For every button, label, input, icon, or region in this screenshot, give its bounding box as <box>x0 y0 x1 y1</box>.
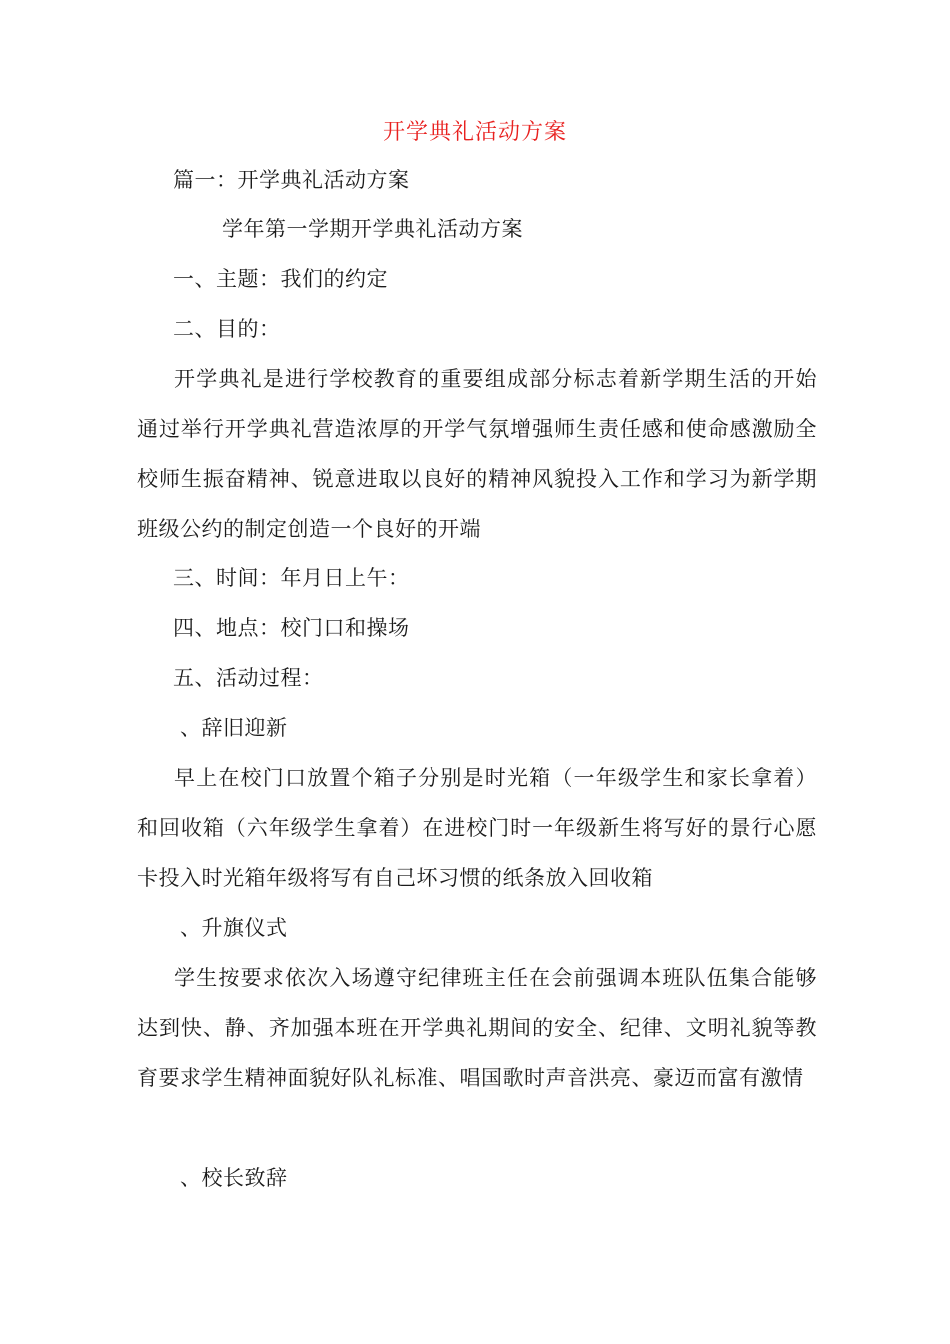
section-time: 三、时间：年月日上午： <box>173 566 410 590</box>
subtitle: 学年第一学期开学典礼活动方案 <box>222 217 523 241</box>
step-heading: 、升旗仪式 <box>180 916 288 940</box>
step-heading: 、校长致辞 <box>180 1166 288 1190</box>
step-heading: 、辞旧迎新 <box>180 716 288 740</box>
document-title: 开学典礼活动方案 <box>382 120 567 145</box>
chapter-heading: 篇一：开学典礼活动方案 <box>173 168 410 192</box>
step-paragraph: 学生按要求依次入场遵守纪律班主任在会前强调本班队伍集合能够达到快、静、齐加强本班在开学典礼期间的安全、纪律、文明礼貌等教育要求学生精神面貌好队礼标准、唱国歌时声音洪亮、豪迈而富有激情 <box>137 966 817 1090</box>
section-process: 五、活动过程： <box>173 666 324 690</box>
section-location: 四、地点：校门口和操场 <box>173 616 410 640</box>
step-paragraph: 早上在校门口放置个箱子分别是时光箱（一年级学生和家长拿着）和回收箱（六年级学生拿着）在进校门时一年级新生将写好的景行心愿卡投入时光箱年级将写有自己坏习惯的纸条放入回收箱 <box>137 766 817 890</box>
section-theme: 一、主题：我们的约定 <box>173 267 388 291</box>
section-purpose: 二、目的： <box>173 317 281 341</box>
purpose-paragraph: 开学典礼是进行学校教育的重要组成部分标志着新学期生活的开始通过举行开学典礼营造浓厚的开学气氛增强师生责任感和使命感激励全校师生振奋精神、锐意进取以良好的精神风貌投入工作和学习为新学期班级公约的制定创造一个良好的开端 <box>137 367 817 541</box>
